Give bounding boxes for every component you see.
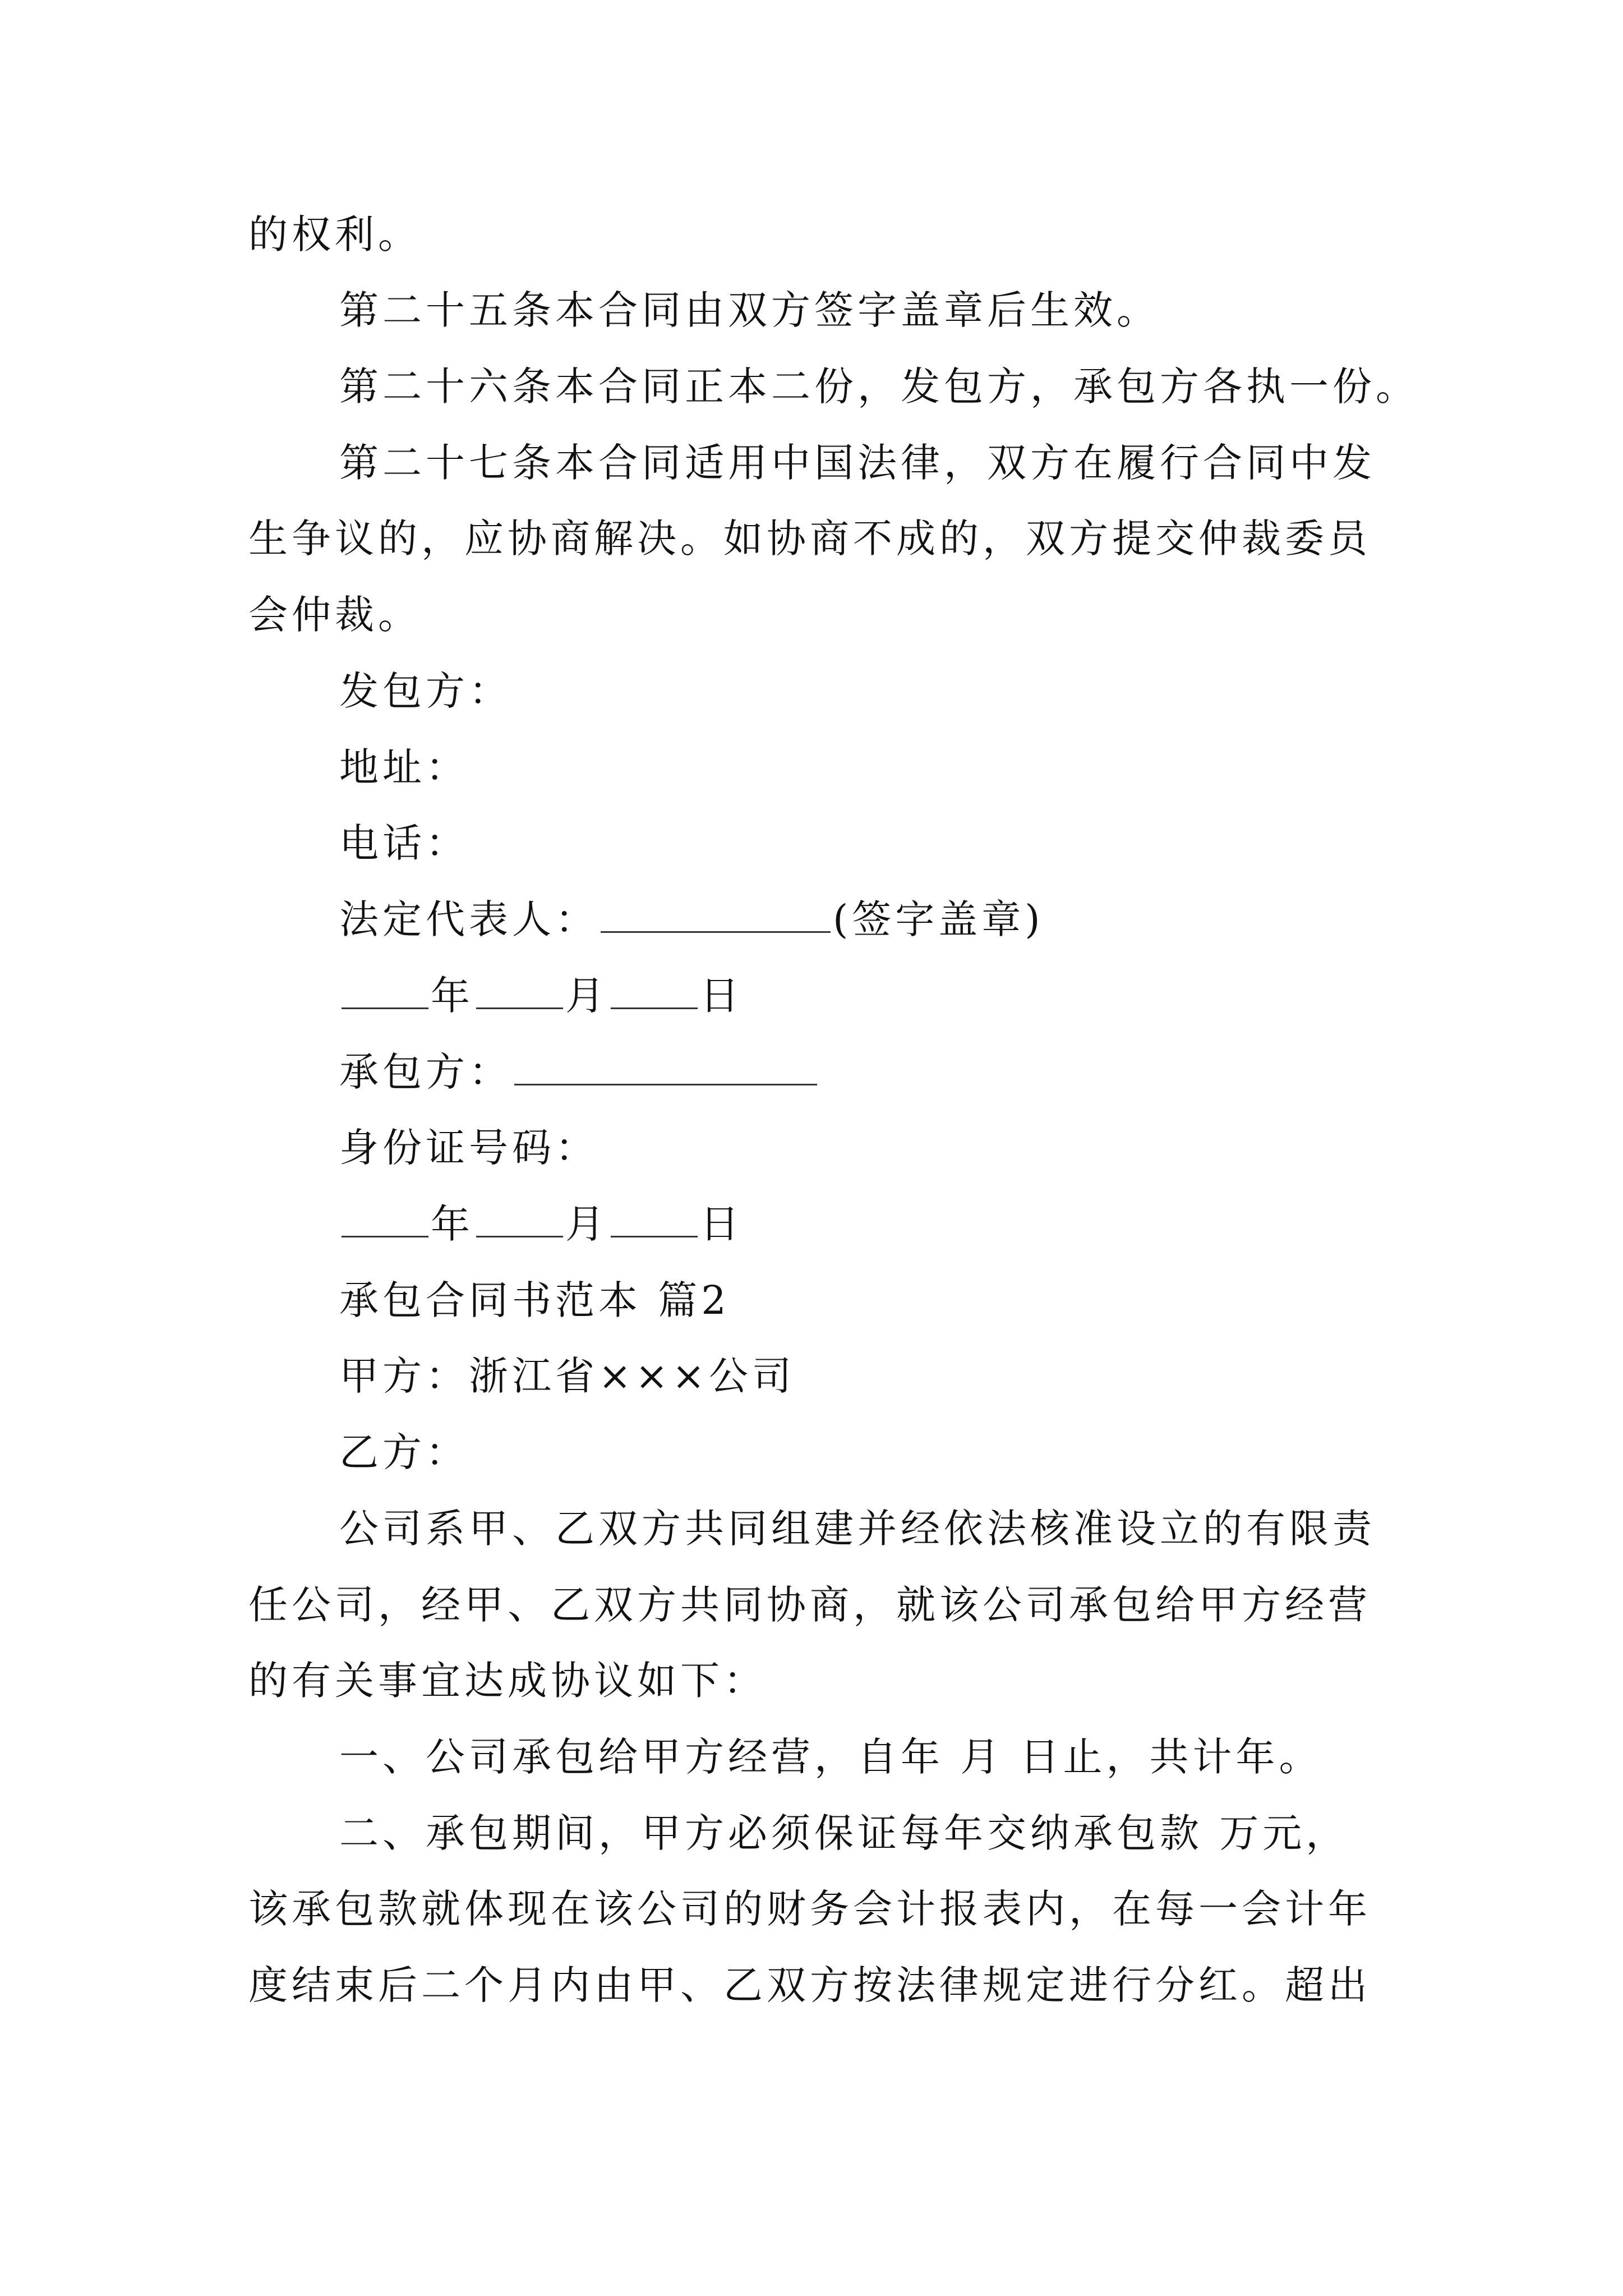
blank-underline bbox=[342, 1236, 428, 1237]
text-line: 第二十六条本合同正本二份，发包方，承包方各执一份。 bbox=[339, 364, 1419, 409]
text-line: 会仲裁。 bbox=[248, 592, 421, 638]
party-a-line: 甲方：浙江省×××公司 bbox=[339, 1353, 795, 1399]
signature-note: (签字盖章) bbox=[833, 896, 1044, 942]
date-month-label: 月 bbox=[565, 1201, 608, 1247]
text-line: 二、承包期间，甲方必须保证每年交纳承包款 万元， bbox=[339, 1810, 1349, 1856]
text-line: 的权利。 bbox=[248, 211, 421, 257]
blank-underline bbox=[514, 1084, 817, 1085]
signature-label: 承包方： bbox=[339, 1049, 512, 1095]
date-line bbox=[339, 973, 743, 1019]
blank-underline bbox=[476, 1007, 563, 1009]
contractor-line bbox=[339, 1049, 819, 1095]
blank-underline bbox=[601, 931, 831, 933]
legal-representative-line bbox=[339, 896, 1044, 942]
date-year-label: 年 bbox=[431, 973, 474, 1019]
text-line: 生争议的，应协商解决。如协商不成的，双方提交仲裁委员 bbox=[248, 516, 1371, 562]
signature-label: 身份证号码： bbox=[339, 1125, 598, 1171]
text-line: 该承包款就体现在该公司的财务会计报表内，在每一会计年 bbox=[248, 1886, 1371, 1932]
text-line: 第二十七条本合同适用中国法律，双方在履行合同中发 bbox=[339, 440, 1376, 486]
date-line bbox=[339, 1201, 743, 1247]
text-line: 公司系甲、乙双方共同组建并经依法核准设立的有限责 bbox=[339, 1506, 1376, 1552]
text-line: 一、公司承包给甲方经营，自年 月 日止，共计年。 bbox=[339, 1734, 1322, 1780]
signature-label: 地址： bbox=[339, 744, 469, 790]
text-line: 第二十五条本合同由双方签字盖章后生效。 bbox=[339, 287, 1160, 333]
date-day-label: 日 bbox=[700, 1201, 743, 1247]
text-line: 任公司，经甲、乙双方共同协商，就该公司承包给甲方经营 bbox=[248, 1582, 1371, 1628]
signature-label: 发包方： bbox=[339, 668, 512, 714]
blank-underline bbox=[611, 1007, 698, 1009]
blank-underline bbox=[342, 1007, 428, 1009]
text-line: 的有关事宜达成协议如下： bbox=[248, 1658, 767, 1704]
date-year-label: 年 bbox=[431, 1201, 474, 1247]
date-month-label: 月 bbox=[565, 973, 608, 1019]
date-day-label: 日 bbox=[700, 973, 743, 1019]
blank-underline bbox=[476, 1236, 563, 1237]
section-heading: 承包合同书范本 篇2 bbox=[339, 1277, 730, 1323]
blank-underline bbox=[611, 1236, 698, 1237]
signature-label: 电话： bbox=[339, 820, 469, 866]
party-b-line: 乙方： bbox=[339, 1429, 469, 1475]
signature-label: 法定代表人： bbox=[339, 896, 598, 942]
text-line: 度结束后二个月内由甲、乙双方按法律规定进行分红。超出 bbox=[248, 1962, 1371, 2008]
